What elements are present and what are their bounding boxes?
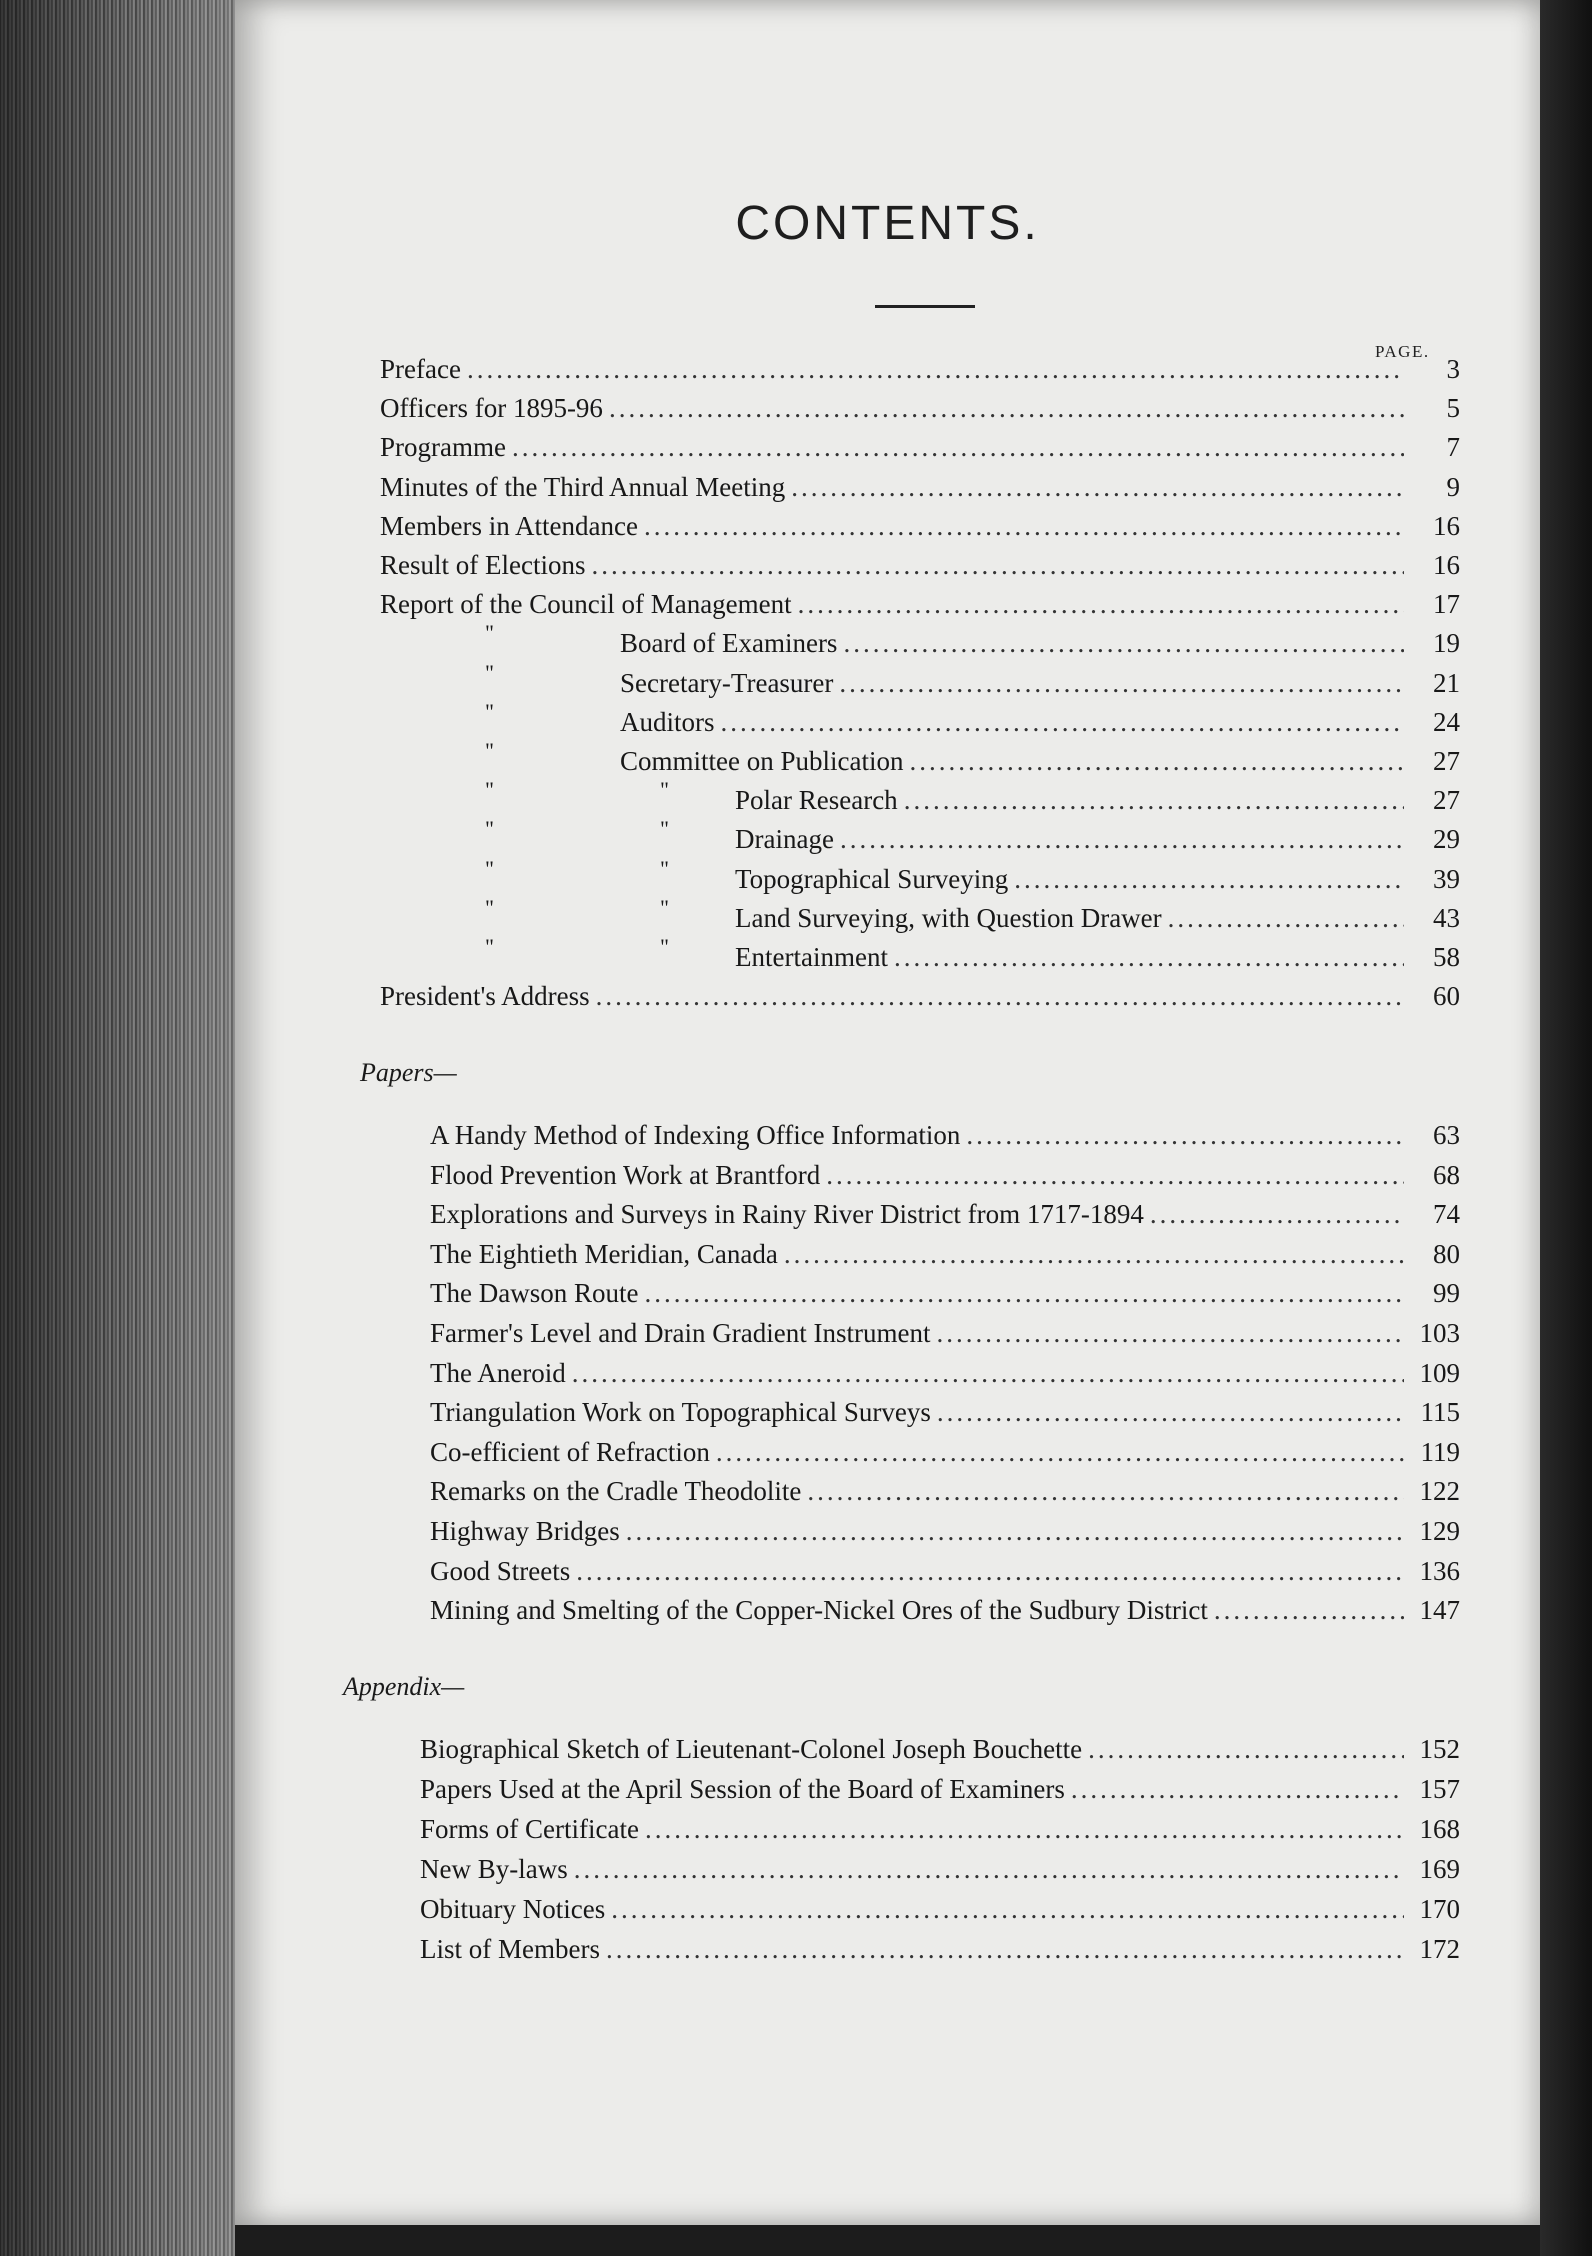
leader-dots: [1014, 862, 1404, 896]
toc-entry-title: Minutes of the Third Annual Meeting: [380, 471, 786, 502]
toc-entry: [380, 352, 1460, 386]
toc-entry: [735, 783, 1460, 817]
toc-entry: [430, 1316, 1460, 1350]
toc-entry-title: President's Address: [380, 981, 590, 1012]
book-page-edges: [0, 0, 235, 2256]
leader-dots: [840, 822, 1404, 856]
toc-page-number: 29: [1433, 824, 1460, 855]
leader-dots: [843, 626, 1404, 660]
ditto-mark: ": [485, 855, 494, 881]
leader-dots: [1168, 901, 1404, 935]
toc-page-number: 152: [1419, 1734, 1460, 1764]
toc-page-number: 39: [1433, 863, 1460, 894]
toc-entry-title: The Aneroid: [430, 1357, 566, 1388]
toc-page-number: 74: [1433, 1199, 1460, 1230]
leader-dots: [826, 1158, 1404, 1192]
ditto-mark: ": [660, 934, 669, 959]
toc-page-number: 109: [1419, 1357, 1460, 1388]
leader-dots: [467, 352, 1404, 386]
toc-page-number: 80: [1433, 1238, 1460, 1269]
ditto-mark: ": [485, 620, 494, 646]
toc-page-number: 27: [1433, 785, 1460, 816]
toc-entry: [430, 1514, 1460, 1548]
toc-page-number: 147: [1419, 1595, 1460, 1626]
book-page: [235, 0, 1540, 2225]
toc-entry: [430, 1395, 1460, 1429]
ditto-mark: ": [485, 738, 494, 763]
toc-entry: [420, 1892, 1460, 1926]
toc-entry: [430, 1158, 1460, 1192]
toc-page-number: 129: [1419, 1516, 1460, 1546]
toc-entry: [380, 548, 1460, 582]
toc-entry: [420, 1852, 1460, 1886]
toc-page-number: 99: [1433, 1278, 1460, 1309]
toc-page-number: 136: [1419, 1555, 1460, 1586]
toc-entry: [380, 470, 1460, 504]
toc-entry-title: Officers for 1895-96: [380, 393, 603, 424]
ditto-mark: ": [485, 659, 494, 685]
toc-entry-title: Preface: [380, 354, 461, 384]
toc-page-number: 119: [1420, 1436, 1460, 1467]
ditto-mark: ": [485, 934, 494, 959]
leader-dots: [609, 391, 1404, 425]
toc-entry-title: New By-laws: [420, 1854, 568, 1884]
ditto-mark: ": [485, 816, 494, 842]
toc-entry-title: Biographical Sketch of Lieutenant-Colonel Joseph Bouchette: [420, 1734, 1083, 1764]
toc-entry-title: Entertainment: [735, 942, 888, 972]
toc-page-number: 16: [1433, 550, 1460, 580]
toc-entry: [380, 391, 1460, 425]
leader-dots: [966, 1118, 1404, 1152]
toc-entry-title: Good Streets: [430, 1555, 571, 1586]
toc-entry: [430, 1435, 1460, 1469]
toc-entry: [430, 1474, 1460, 1508]
leader-dots: [894, 940, 1404, 974]
binding-shadow: [1540, 0, 1592, 2256]
toc-page-number: 19: [1433, 628, 1460, 659]
toc-page-number: 63: [1433, 1120, 1460, 1150]
toc-entry: [430, 1554, 1460, 1588]
toc-entry: [420, 1732, 1460, 1766]
toc-page-number: 27: [1433, 746, 1460, 776]
toc-entry-title: List of Members: [420, 1934, 600, 1964]
toc-page-number: 17: [1433, 589, 1460, 620]
toc-entry-title: Obituary Notices: [420, 1894, 606, 1924]
toc-entry: [735, 822, 1460, 856]
toc-page-number: 68: [1433, 1159, 1460, 1190]
leader-dots: [645, 1812, 1404, 1846]
toc-entry-title: Co-efficient of Refraction: [430, 1436, 710, 1467]
ditto-mark: ": [660, 816, 669, 842]
toc-entry: [420, 1812, 1460, 1846]
toc-entry-title: Auditors: [620, 706, 715, 737]
toc-page-number: 24: [1433, 706, 1460, 737]
leader-dots: [572, 1356, 1404, 1390]
toc-entry: [735, 901, 1460, 935]
toc-entry-title: Members in Attendance: [380, 510, 638, 541]
toc-page-number: 157: [1419, 1774, 1460, 1804]
toc-entry: [420, 1772, 1460, 1806]
toc-entry-title: Report of the Council of Management: [380, 589, 792, 620]
toc-entry-title: Mining and Smelting of the Copper-Nickel Ores of the Sudbury District: [430, 1595, 1208, 1626]
toc-page-number: 16: [1433, 510, 1460, 541]
ditto-mark: ": [660, 777, 669, 803]
toc-entry: [430, 1237, 1460, 1271]
toc-entry-title: Programme: [380, 432, 506, 463]
toc-page-number: 9: [1446, 471, 1460, 502]
leader-dots: [791, 470, 1404, 504]
toc-entry-title: Land Surveying, with Question Drawer: [735, 902, 1162, 933]
toc-page-number: 58: [1433, 942, 1460, 972]
toc-page-number: 168: [1419, 1814, 1460, 1844]
toc-page-number: 21: [1433, 667, 1460, 698]
toc-entry-title: Polar Research: [735, 785, 898, 816]
table-of-contents: [235, 0, 1540, 2225]
toc-page-number: 60: [1433, 981, 1460, 1012]
toc-entry: [380, 979, 1460, 1013]
leader-dots: [807, 1474, 1404, 1508]
toc-entry: [620, 705, 1460, 739]
leader-dots: [1214, 1593, 1404, 1627]
leader-dots: [644, 1276, 1404, 1310]
leader-dots: [596, 979, 1404, 1013]
toc-entry-title: Highway Bridges: [430, 1516, 620, 1546]
leader-dots: [784, 1237, 1404, 1271]
toc-entry-title: Committee on Publication: [620, 746, 904, 776]
toc-entry: [430, 1356, 1460, 1390]
ditto-mark: ": [485, 698, 494, 724]
toc-page-number: 7: [1446, 432, 1460, 463]
leader-dots: [1150, 1197, 1404, 1231]
toc-page-number: 103: [1419, 1318, 1460, 1348]
toc-entry: [735, 940, 1460, 974]
toc-entry-title: Board of Examiners: [620, 628, 838, 659]
papers-heading: Papers—: [360, 1058, 457, 1087]
leader-dots: [576, 1554, 1404, 1588]
toc-entry: [430, 1276, 1460, 1310]
toc-entry-title: Forms of Certificate: [420, 1814, 639, 1844]
toc-page-number: 170: [1419, 1894, 1460, 1924]
toc-page-number: 172: [1419, 1934, 1460, 1964]
toc-entry: [430, 1197, 1460, 1231]
leader-dots: [626, 1514, 1404, 1548]
leader-dots: [606, 1932, 1404, 1966]
toc-page-number: 5: [1446, 393, 1460, 424]
toc-page-number: 3: [1446, 354, 1460, 384]
leader-dots: [574, 1852, 1404, 1886]
toc-page-number: 43: [1433, 902, 1460, 933]
toc-entry: [420, 1932, 1460, 1966]
leader-dots: [909, 744, 1404, 778]
toc-entry-title: A Handy Method of Indexing Office Information: [430, 1120, 961, 1150]
ditto-mark: ": [660, 855, 669, 881]
ditto-mark: ": [485, 777, 494, 803]
toc-entry: [620, 744, 1460, 778]
leader-dots: [936, 1316, 1404, 1350]
toc-page-number: 169: [1419, 1854, 1460, 1884]
toc-entry-title: Farmer's Level and Drain Gradient Instrument: [430, 1318, 931, 1348]
toc-page-number: 122: [1419, 1476, 1460, 1507]
toc-entry: [620, 666, 1460, 700]
leader-dots: [721, 705, 1405, 739]
toc-entry-title: Papers Used at the April Session of the Board of Examiners: [420, 1774, 1065, 1804]
leader-dots: [644, 509, 1404, 543]
leader-dots: [591, 548, 1404, 582]
toc-entry-title: Secretary-Treasurer: [620, 667, 834, 698]
ditto-mark: ": [660, 894, 669, 920]
leader-dots: [937, 1395, 1404, 1429]
leader-dots: [716, 1435, 1404, 1469]
toc-entry-title: Triangulation Work on Topographical Surveys: [430, 1397, 931, 1428]
toc-entry: [380, 430, 1460, 464]
toc-entry: [620, 626, 1460, 660]
toc-entry-title: Remarks on the Cradle Theodolite: [430, 1476, 802, 1507]
toc-entry-title: The Dawson Route: [430, 1278, 639, 1309]
toc-entry-title: Topographical Surveying: [735, 863, 1009, 894]
toc-entry-title: Drainage: [735, 824, 834, 855]
leader-dots: [512, 430, 1404, 464]
page-title: CONTENTS.: [735, 197, 1040, 250]
toc-entry-title: Result of Elections: [380, 550, 586, 580]
leader-dots: [839, 666, 1404, 700]
page-column-header: PAGE.: [1375, 342, 1430, 361]
leader-dots: [1088, 1732, 1404, 1766]
leader-dots: [611, 1892, 1404, 1926]
appendix-heading: Appendix—: [343, 1672, 465, 1701]
toc-page-number: 115: [1420, 1397, 1460, 1428]
toc-entry: [735, 862, 1460, 896]
toc-entry-title: Flood Prevention Work at Brantford: [430, 1159, 821, 1190]
leader-dots: [798, 587, 1404, 621]
leader-dots: [904, 783, 1404, 817]
toc-entry: [380, 587, 1460, 621]
toc-entry: [430, 1593, 1460, 1627]
ditto-mark: ": [485, 894, 494, 920]
toc-entry-title: Explorations and Surveys in Rainy River District from 1717-1894: [430, 1199, 1144, 1230]
toc-entry-title: The Eightieth Meridian, Canada: [430, 1238, 778, 1269]
toc-entry: [380, 509, 1460, 543]
toc-entry: [430, 1118, 1460, 1152]
leader-dots: [1071, 1772, 1404, 1806]
